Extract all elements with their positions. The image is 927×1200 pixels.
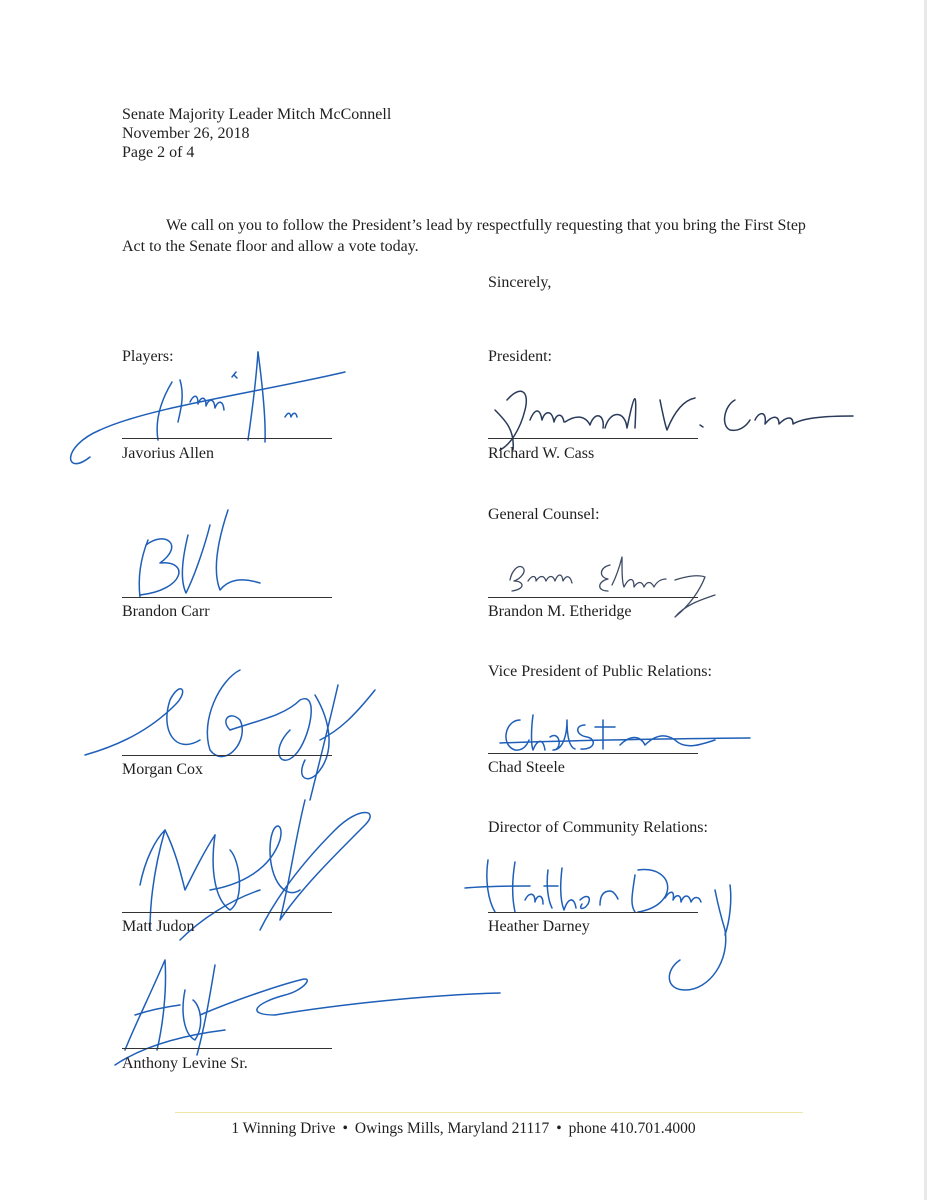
signature-line-heather-darney: [488, 912, 698, 913]
signature-morgan-cox: [80, 660, 380, 810]
signer-name-richard-cass: Richard W. Cass: [488, 445, 595, 462]
signer-name-chad-steele: Chad Steele: [488, 759, 565, 776]
signature-line-morgan-cox: [122, 755, 332, 756]
signature-line-javorius-allen: [122, 438, 332, 439]
signer-name-brandon-etheridge: Brandon M. Etheridge: [488, 603, 632, 620]
signature-line-brandon-carr: [122, 597, 332, 598]
footer-phone: phone 410.701.4000: [568, 1120, 696, 1137]
signature-line-richard-cass: [488, 438, 698, 439]
signature-chad-steele: [495, 705, 765, 765]
title-vp-public-relations: Vice President of Public Relations:: [488, 663, 712, 680]
closing-salutation: Sincerely,: [488, 274, 552, 291]
footer-separator: •: [342, 1120, 348, 1137]
signer-name-heather-darney: Heather Darney: [488, 918, 590, 935]
title-president: President:: [488, 348, 552, 365]
letter-header: [122, 105, 391, 162]
signer-name-matt-judon: Matt Judon: [122, 918, 195, 935]
title-general-counsel: General Counsel:: [488, 506, 600, 523]
signer-name-morgan-cox: Morgan Cox: [122, 761, 204, 778]
footer-city: Owings Mills, Maryland 21117: [354, 1120, 550, 1137]
signature-line-anthony-levine: [122, 1048, 332, 1049]
signature-matt-judon: [120, 790, 390, 970]
players-heading: Players:: [122, 348, 174, 365]
title-director-community-relations: Director of Community Relations:: [488, 819, 708, 836]
footer-separator: •: [556, 1120, 562, 1137]
signature-line-chad-steele: [488, 753, 698, 754]
body-paragraph: We call on you to follow the President’s lead by respectfully requesting that you bring the First Step Act to the Senate floor and allow a vote today.: [122, 217, 806, 255]
signer-name-anthony-levine: Anthony Levine Sr.: [122, 1055, 248, 1072]
footer-rule: [175, 1112, 803, 1113]
recipient-line: Senate Majority Leader Mitch McConnell: [122, 106, 392, 123]
date-line: November 26, 2018: [122, 125, 250, 142]
letterhead-footer: [0, 1119, 927, 1138]
signature-line-brandon-etheridge: [488, 597, 698, 598]
signer-name-javorius-allen: Javorius Allen: [122, 445, 214, 462]
signer-name-brandon-carr: Brandon Carr: [122, 603, 210, 620]
signature-brandon-carr: [110, 505, 270, 610]
footer-address: 1 Winning Drive: [231, 1120, 336, 1137]
signature-line-matt-judon: [122, 912, 332, 913]
page-number: Page 2 of 4: [122, 144, 195, 161]
